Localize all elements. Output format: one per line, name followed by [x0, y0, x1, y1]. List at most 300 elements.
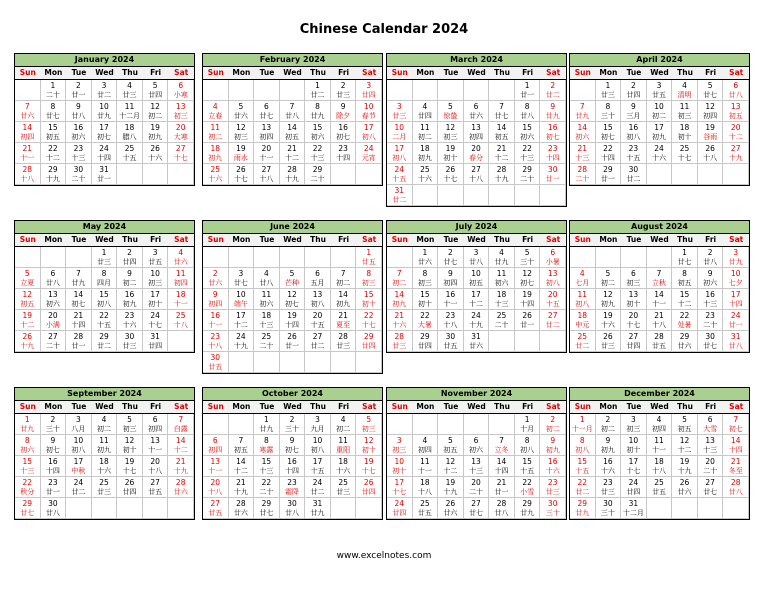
day-number: 5: [152, 81, 158, 90]
weekday-header: Thu: [117, 401, 143, 414]
lunar-date: 廿七: [443, 257, 458, 266]
page-title: Chinese Calendar 2024: [299, 22, 469, 37]
lunar-date: 二十: [71, 174, 86, 183]
day-number: 2: [448, 248, 453, 257]
day-cell: [254, 101, 280, 122]
day-number: 22: [679, 311, 690, 320]
day-cell: [438, 101, 464, 122]
lunar-date: 十一: [417, 466, 432, 475]
day-number: 12: [150, 102, 160, 111]
day-number: 8: [422, 269, 428, 278]
lunar-date: 十三: [259, 320, 274, 329]
day-cell: [168, 143, 194, 164]
day-number: 6: [264, 102, 269, 111]
day-cell: [92, 101, 118, 122]
day-number: 31: [150, 332, 160, 341]
day-cell: [515, 101, 541, 122]
lunar-date: 十五: [626, 153, 641, 162]
day-number: 3: [656, 81, 662, 90]
lunar-date: 廿六: [20, 111, 35, 120]
day-cell: [621, 331, 647, 352]
day-cell: [621, 435, 647, 456]
day-number: 9: [76, 102, 81, 111]
lunar-date: 初五: [20, 299, 35, 308]
lunar-date: 初七: [545, 132, 560, 141]
day-cell: [596, 310, 622, 331]
day-number: 22: [312, 144, 323, 153]
empty-cell: [168, 498, 194, 519]
lunar-date: 廿一: [520, 320, 535, 329]
lunar-date: 廿三: [545, 487, 560, 496]
lunar-date: 十二: [20, 320, 35, 329]
day-cell: [540, 143, 566, 164]
month-title: February 2024: [203, 54, 382, 67]
day-cell: [356, 268, 382, 289]
weekday-header: Sun: [387, 67, 413, 80]
empty-cell: [723, 164, 749, 185]
lunar-date: 初七: [284, 445, 299, 454]
day-number: 24: [654, 144, 664, 153]
day-number: 8: [264, 436, 269, 445]
day-number: 19: [445, 144, 456, 153]
weekday-header: Tue: [254, 67, 280, 80]
lunar-date: 初四: [20, 132, 35, 141]
month-title: November 2024: [387, 388, 566, 401]
lunar-date: 廿六: [677, 487, 692, 496]
day-cell: [515, 247, 541, 268]
day-number: 12: [705, 102, 715, 111]
day-number: 2: [127, 248, 132, 257]
day-cell: [698, 247, 724, 268]
lunar-date: 十二: [728, 132, 743, 141]
day-number: 21: [496, 144, 507, 153]
lunar-date: 十一: [259, 153, 274, 162]
day-number: 6: [50, 269, 56, 278]
day-number: 11: [679, 102, 690, 111]
lunar-date: 十二: [173, 445, 188, 454]
day-cell: [540, 456, 566, 477]
day-number: 29: [22, 499, 33, 508]
day-number: 10: [73, 436, 84, 445]
day-number: 24: [363, 144, 374, 153]
day-number: 30: [603, 499, 613, 508]
day-number: 25: [654, 478, 664, 487]
lunar-date: 十四: [284, 466, 299, 475]
lunar-date: 夏至: [336, 320, 351, 329]
day-cell: [464, 456, 490, 477]
day-number: 13: [175, 102, 186, 111]
day-cell: [570, 289, 596, 310]
empty-cell: [280, 80, 306, 101]
lunar-date: 二十: [45, 90, 60, 99]
day-cell: [387, 185, 413, 206]
lunar-date: 廿一: [728, 320, 743, 329]
empty-cell: [723, 498, 749, 519]
day-number: 9: [605, 436, 611, 445]
day-number: 10: [312, 436, 323, 445]
lunar-date: 十二月: [622, 508, 644, 517]
lunar-date: 初二: [651, 111, 666, 120]
day-cell: [254, 477, 280, 498]
day-number: 30: [705, 332, 715, 341]
day-cell: [438, 143, 464, 164]
day-number: 20: [471, 144, 481, 153]
day-number: 1: [524, 81, 530, 90]
day-number: 7: [178, 415, 184, 424]
day-cell: [540, 477, 566, 498]
lunar-date: 初六: [703, 278, 718, 287]
lunar-date: 大暑: [417, 320, 432, 329]
weekday-header: Mon: [41, 67, 67, 80]
day-number: 18: [496, 290, 507, 299]
lunar-date: 初六: [575, 132, 590, 141]
day-number: 4: [212, 102, 218, 111]
day-number: 16: [210, 311, 221, 320]
day-cell: [464, 498, 490, 519]
day-number: 21: [577, 144, 588, 153]
day-number: 4: [340, 415, 346, 424]
day-number: 17: [730, 290, 741, 299]
day-number: 25: [338, 478, 348, 487]
day-number: 7: [238, 436, 244, 445]
lunar-date: 初七: [284, 299, 299, 308]
day-cell: [672, 456, 698, 477]
empty-cell: [305, 352, 331, 373]
empty-cell: [229, 352, 255, 373]
lunar-date: 初四: [259, 132, 274, 141]
day-cell: [723, 477, 749, 498]
empty-cell: [387, 80, 413, 101]
day-number: 23: [705, 311, 715, 320]
day-number: 20: [730, 123, 741, 132]
empty-cell: [15, 80, 41, 101]
weekday-header: Wed: [92, 401, 118, 414]
day-number: 20: [261, 144, 272, 153]
lunar-date: 十二: [233, 466, 248, 475]
month-title: August 2024: [570, 221, 749, 234]
day-number: 4: [682, 81, 687, 90]
day-number: 13: [48, 290, 58, 299]
day-number: 6: [473, 436, 479, 445]
weekday-header: Thu: [117, 234, 143, 247]
day-cell: [489, 143, 515, 164]
day-number: 26: [679, 478, 690, 487]
empty-cell: [647, 247, 673, 268]
lunar-date: 廿六: [233, 508, 248, 517]
lunar-date: 廿一: [545, 174, 560, 183]
lunar-date: 十四: [728, 445, 743, 454]
day-number: 5: [366, 415, 372, 424]
lunar-date: 十四: [728, 299, 743, 308]
day-number: 24: [73, 478, 84, 487]
day-cell: [66, 268, 92, 289]
lunar-date: 初十: [122, 445, 137, 454]
day-cell: [723, 456, 749, 477]
day-number: 2: [212, 269, 218, 278]
day-number: 12: [603, 290, 613, 299]
weekday-header: Mon: [229, 401, 255, 414]
lunar-date: 初八: [545, 278, 560, 287]
lunar-date: 初二: [122, 278, 137, 287]
lunar-date: 二月: [392, 132, 407, 141]
empty-cell: [647, 164, 673, 185]
day-cell: [464, 143, 490, 164]
day-cell: [596, 122, 622, 143]
day-number: 7: [289, 102, 295, 111]
day-number: 22: [577, 478, 588, 487]
day-number: 24: [394, 165, 405, 174]
day-cell: [723, 289, 749, 310]
day-number: 7: [656, 269, 662, 278]
day-cell: [672, 310, 698, 331]
day-cell: [143, 143, 169, 164]
day-number: 23: [628, 144, 639, 153]
lunar-date: 初十: [677, 132, 692, 141]
lunar-date: 初四: [443, 278, 458, 287]
lunar-date: 十四: [96, 153, 111, 162]
lunar-date: 初五: [284, 132, 299, 141]
lunar-date: 十四: [336, 153, 351, 162]
lunar-date: 十八: [208, 341, 223, 350]
day-cell: [143, 80, 169, 101]
weekday-header: Mon: [413, 67, 439, 80]
day-number: 13: [628, 290, 639, 299]
day-cell: [438, 435, 464, 456]
lunar-date: 十三: [468, 466, 483, 475]
lunar-date: 廿四: [626, 341, 641, 350]
empty-cell: [489, 185, 515, 206]
lunar-date: 廿八: [45, 508, 60, 517]
lunar-date: 廿四: [361, 341, 376, 350]
lunar-date: 初八: [575, 445, 590, 454]
day-number: 8: [579, 436, 585, 445]
lunar-date: 十七: [233, 174, 248, 183]
day-number: 25: [99, 478, 109, 487]
weekday-header: Tue: [254, 401, 280, 414]
day-number: 24: [628, 478, 639, 487]
day-number: 27: [547, 311, 558, 320]
lunar-date: 二十: [259, 341, 274, 350]
lunar-date: 十九: [173, 466, 188, 475]
day-number: 6: [550, 248, 556, 257]
lunar-date: 十八: [703, 153, 718, 162]
day-number: 3: [76, 415, 81, 424]
day-number: 17: [654, 123, 664, 132]
day-cell: [672, 247, 698, 268]
day-number: 2: [76, 81, 81, 90]
day-cell: [168, 414, 194, 435]
lunar-date: 十九: [20, 341, 35, 350]
lunar-date: 十三: [71, 153, 86, 162]
day-number: 23: [603, 478, 613, 487]
day-number: 28: [496, 165, 507, 174]
day-number: 1: [50, 81, 56, 90]
day-number: 4: [422, 436, 428, 445]
weekday-header: Thu: [489, 234, 515, 247]
lunar-date: 十九: [45, 174, 60, 183]
day-number: 23: [210, 332, 221, 341]
lunar-date: 廿九: [520, 508, 535, 517]
lunar-date: 廿九: [575, 111, 590, 120]
lunar-date: 廿八: [728, 341, 743, 350]
day-cell: [280, 477, 306, 498]
lunar-date: 十六: [392, 320, 407, 329]
lunar-date: 廿八: [520, 111, 535, 120]
empty-cell: [168, 164, 194, 185]
day-number: 10: [730, 269, 741, 278]
lunar-date: 初七: [45, 445, 60, 454]
day-number: 6: [152, 415, 158, 424]
day-cell: [356, 310, 382, 331]
day-number: 10: [150, 269, 160, 278]
day-cell: [489, 122, 515, 143]
day-cell: [254, 268, 280, 289]
lunar-date: 十三: [259, 466, 274, 475]
lunar-date: 廿二: [575, 487, 590, 496]
lunar-date: 十二: [494, 153, 509, 162]
empty-cell: [489, 414, 515, 435]
day-cell: [621, 101, 647, 122]
lunar-date: 雨水: [233, 153, 248, 162]
empty-cell: [438, 414, 464, 435]
lunar-date: 十一: [148, 445, 163, 454]
day-number: 12: [522, 269, 532, 278]
lunar-date: 十七: [361, 466, 376, 475]
lunar-date: 廿六: [208, 278, 223, 287]
lunar-date: 十七: [677, 153, 692, 162]
empty-cell: [331, 164, 357, 185]
lunar-date: 十八: [651, 320, 666, 329]
day-number: 8: [315, 102, 320, 111]
day-number: 30: [445, 332, 456, 341]
lunar-date: 廿七: [233, 278, 248, 287]
day-number: 3: [315, 415, 320, 424]
day-cell: [387, 164, 413, 185]
day-cell: [647, 414, 673, 435]
lunar-date: 十四: [45, 466, 60, 475]
day-number: 19: [124, 457, 135, 466]
day-cell: [229, 143, 255, 164]
month-title: July 2024: [387, 221, 566, 234]
day-number: 28: [73, 332, 84, 341]
day-number: 17: [150, 290, 160, 299]
lunar-date: 廿四: [122, 257, 137, 266]
day-cell: [723, 122, 749, 143]
lunar-date: 初五: [233, 445, 248, 454]
lunar-date: 初十: [443, 153, 458, 162]
lunar-date: 廿三: [122, 90, 137, 99]
lunar-date: 十五: [310, 320, 325, 329]
day-cell: [413, 164, 439, 185]
day-number: 27: [628, 332, 639, 341]
day-cell: [647, 122, 673, 143]
day-cell: [464, 268, 490, 289]
day-cell: [540, 268, 566, 289]
day-cell: [280, 498, 306, 519]
day-cell: [66, 435, 92, 456]
day-number: 6: [315, 269, 320, 278]
day-cell: [66, 143, 92, 164]
day-number: 11: [420, 457, 430, 466]
day-cell: [66, 456, 92, 477]
day-cell: [41, 498, 67, 519]
day-number: 22: [99, 311, 109, 320]
day-cell: [540, 101, 566, 122]
day-cell: [229, 122, 255, 143]
day-cell: [672, 122, 698, 143]
day-cell: [413, 289, 439, 310]
day-number: 9: [550, 102, 556, 111]
lunar-date: 十一: [208, 466, 223, 475]
day-number: 17: [312, 457, 323, 466]
day-cell: [621, 414, 647, 435]
empty-cell: [540, 331, 566, 352]
day-cell: [464, 331, 490, 352]
lunar-date: 处暑: [677, 320, 692, 329]
day-number: 15: [603, 123, 613, 132]
weekday-header: Sat: [168, 401, 194, 414]
day-cell: [723, 143, 749, 164]
day-cell: [92, 122, 118, 143]
day-number: 23: [547, 144, 558, 153]
day-cell: [515, 289, 541, 310]
lunar-date: 十八: [468, 174, 483, 183]
day-cell: [438, 477, 464, 498]
lunar-date: 寒露: [259, 445, 274, 454]
empty-cell: [280, 352, 306, 373]
day-number: 19: [363, 457, 374, 466]
day-cell: [229, 435, 255, 456]
day-cell: [229, 498, 255, 519]
day-number: 28: [175, 478, 186, 487]
day-number: 22: [522, 144, 532, 153]
day-number: 26: [522, 311, 532, 320]
day-number: 6: [707, 415, 713, 424]
lunar-date: 廿二: [575, 341, 590, 350]
month-calendar: [569, 387, 750, 520]
lunar-date: 二十: [494, 320, 509, 329]
lunar-date: 初三: [173, 111, 188, 120]
day-number: 16: [705, 290, 715, 299]
lunar-date: 初六: [310, 132, 325, 141]
day-number: 19: [236, 144, 246, 153]
day-cell: [621, 268, 647, 289]
day-cell: [117, 435, 143, 456]
day-cell: [698, 414, 724, 435]
lunar-date: 廿三: [122, 341, 137, 350]
day-number: 7: [340, 269, 346, 278]
day-number: 14: [577, 123, 588, 132]
empty-cell: [66, 247, 92, 268]
weekday-header: Fri: [515, 401, 541, 414]
day-cell: [387, 456, 413, 477]
day-number: 24: [394, 499, 405, 508]
day-number: 29: [363, 332, 374, 341]
lunar-date: 十九: [677, 466, 692, 475]
day-number: 27: [48, 332, 58, 341]
lunar-date: 清明: [677, 90, 692, 99]
day-cell: [15, 143, 41, 164]
day-cell: [570, 101, 596, 122]
day-cell: [254, 289, 280, 310]
day-cell: [387, 310, 413, 331]
day-number: 29: [603, 165, 613, 174]
day-number: 13: [261, 123, 272, 132]
weekday-header: Mon: [229, 67, 255, 80]
lunar-date: 初三: [417, 278, 432, 287]
day-number: 3: [101, 81, 107, 90]
day-cell: [92, 310, 118, 331]
